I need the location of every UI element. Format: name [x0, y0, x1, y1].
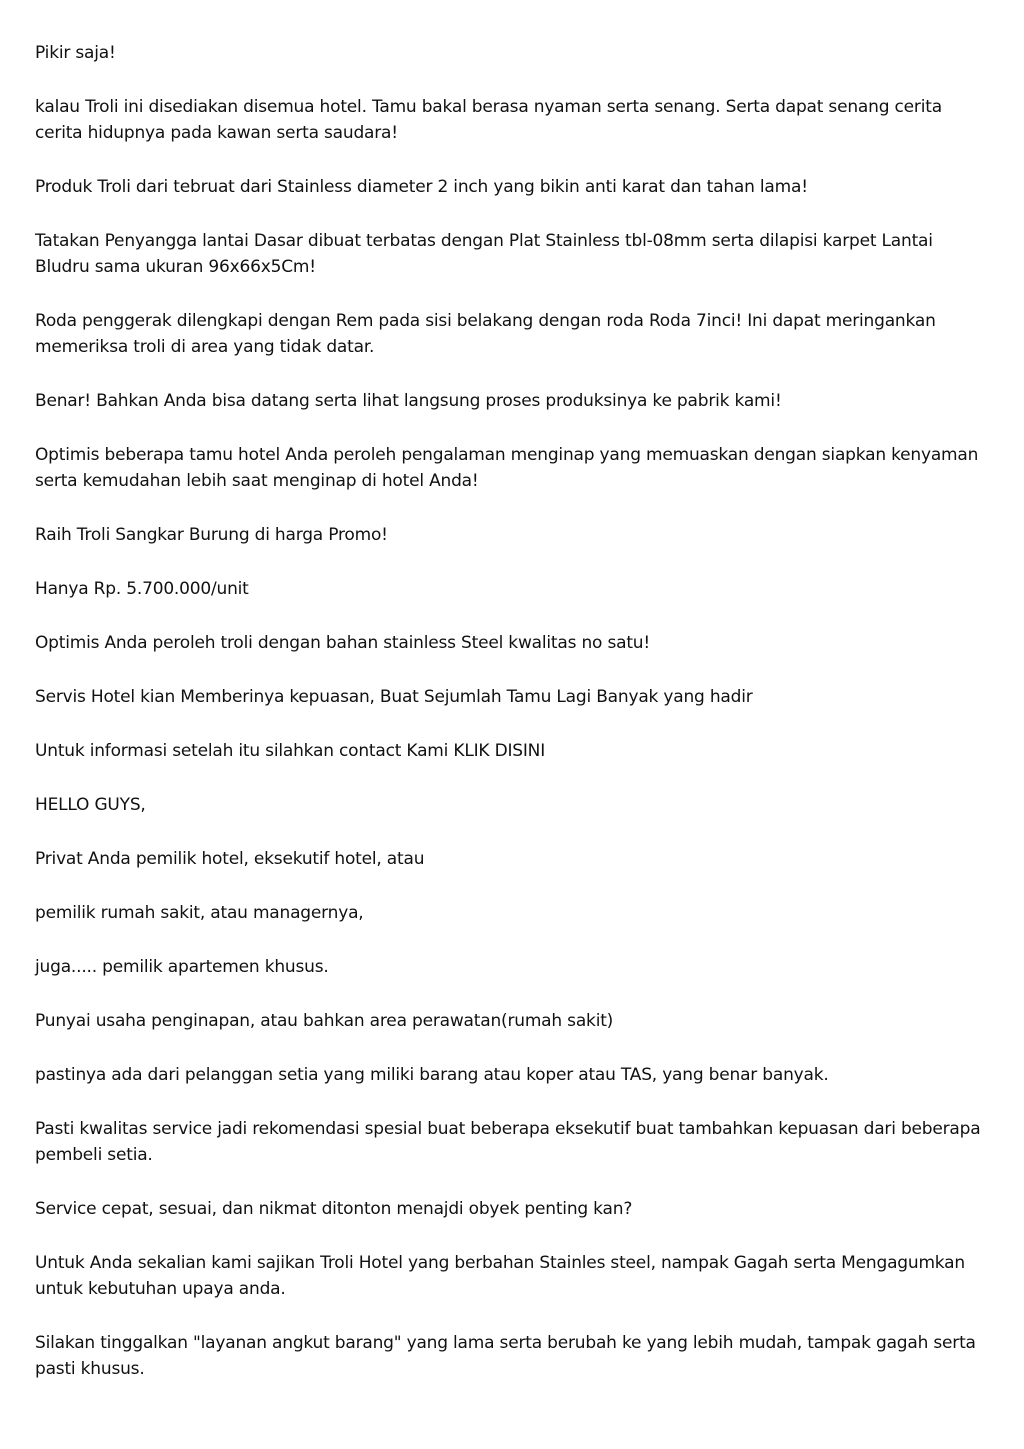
paragraph-service-quality: Pasti kwalitas service jadi rekomendasi spesial buat beberapa eksekutif buat tambahkan kepuasan dari beberapa pembeli setia.: [35, 1119, 981, 1165]
paragraph-service: Servis Hotel kian Memberinya kepuasan, Buat Sejumlah Tamu Lagi Banyak yang hadir: [35, 687, 753, 707]
paragraph-base-plate: Tatakan Penyangga lantai Dasar dibuat terbatas dengan Plat Stainless tbl-08mm serta dilapisi karpet Lantai Bludru sama ukuran 96x66x5Cm!: [35, 231, 933, 277]
paragraph-business: Punyai usaha penginapan, atau bahkan area perawatan(rumah sakit): [35, 1011, 614, 1031]
paragraph-closing: Silakan tinggalkan "layanan angkut barang" yang lama serta berubah ke yang lebih mudah, tampak gagah serta pasti khusus.: [35, 1333, 976, 1379]
paragraph-offer: Untuk Anda sekalian kami sajikan Troli Hotel yang berbahan Stainles steel, nampak Gagah serta Mengagumkan untuk kebutuhan upaya anda.: [35, 1253, 965, 1299]
paragraph-customers: pastinya ada dari pelanggan setia yang miliki barang atau koper atau TAS, yang benar banyak.: [35, 1065, 829, 1085]
paragraph-hospital-owner: pemilik rumah sakit, atau managernya,: [35, 903, 364, 923]
paragraph-hotel-comfort: kalau Troli ini disediakan disemua hotel. Tamu bakal berasa nyaman serta senang. Serta dapat senang cerita cerita hidupnya pada kawan serta saudara!: [35, 97, 942, 143]
paragraph-fast-service: Service cepat, sesuai, dan nikmat ditonton menajdi obyek penting kan?: [35, 1199, 633, 1219]
paragraph-intro: Pikir saja!: [35, 43, 116, 63]
paragraph-wheels: Roda penggerak dilengkapi dengan Rem pada sisi belakang dengan roda Roda 7inci! Ini dapat meringankan memeriksa troli di area yang tidak datar.: [35, 311, 936, 357]
paragraph-hotel-owner: Privat Anda pemilik hotel, eksekutif hotel, atau: [35, 849, 425, 869]
paragraph-greeting: HELLO GUYS,: [35, 795, 146, 815]
paragraph-apartment-owner: juga..... pemilik apartemen khusus.: [35, 957, 329, 977]
paragraph-promo: Raih Troli Sangkar Burung di harga Promo!: [35, 525, 388, 545]
paragraph-price: Hanya Rp. 5.700.000/unit: [35, 579, 249, 599]
paragraph-contact: Untuk informasi setelah itu silahkan contact Kami KLIK DISINI: [35, 741, 546, 761]
paragraph-guest-experience: Optimis beberapa tamu hotel Anda peroleh pengalaman menginap yang memuaskan dengan siapkan kenyaman serta kemudahan lebih saat menginap di hotel Anda!: [35, 445, 979, 491]
paragraph-material: Produk Troli dari tebruat dari Stainless diameter 2 inch yang bikin anti karat dan tahan lama!: [35, 177, 808, 197]
paragraph-factory-visit: Benar! Bahkan Anda bisa datang serta lihat langsung proses produksinya ke pabrik kami!: [35, 391, 782, 411]
paragraph-quality: Optimis Anda peroleh troli dengan bahan stainless Steel kwalitas no satu!: [35, 633, 650, 653]
